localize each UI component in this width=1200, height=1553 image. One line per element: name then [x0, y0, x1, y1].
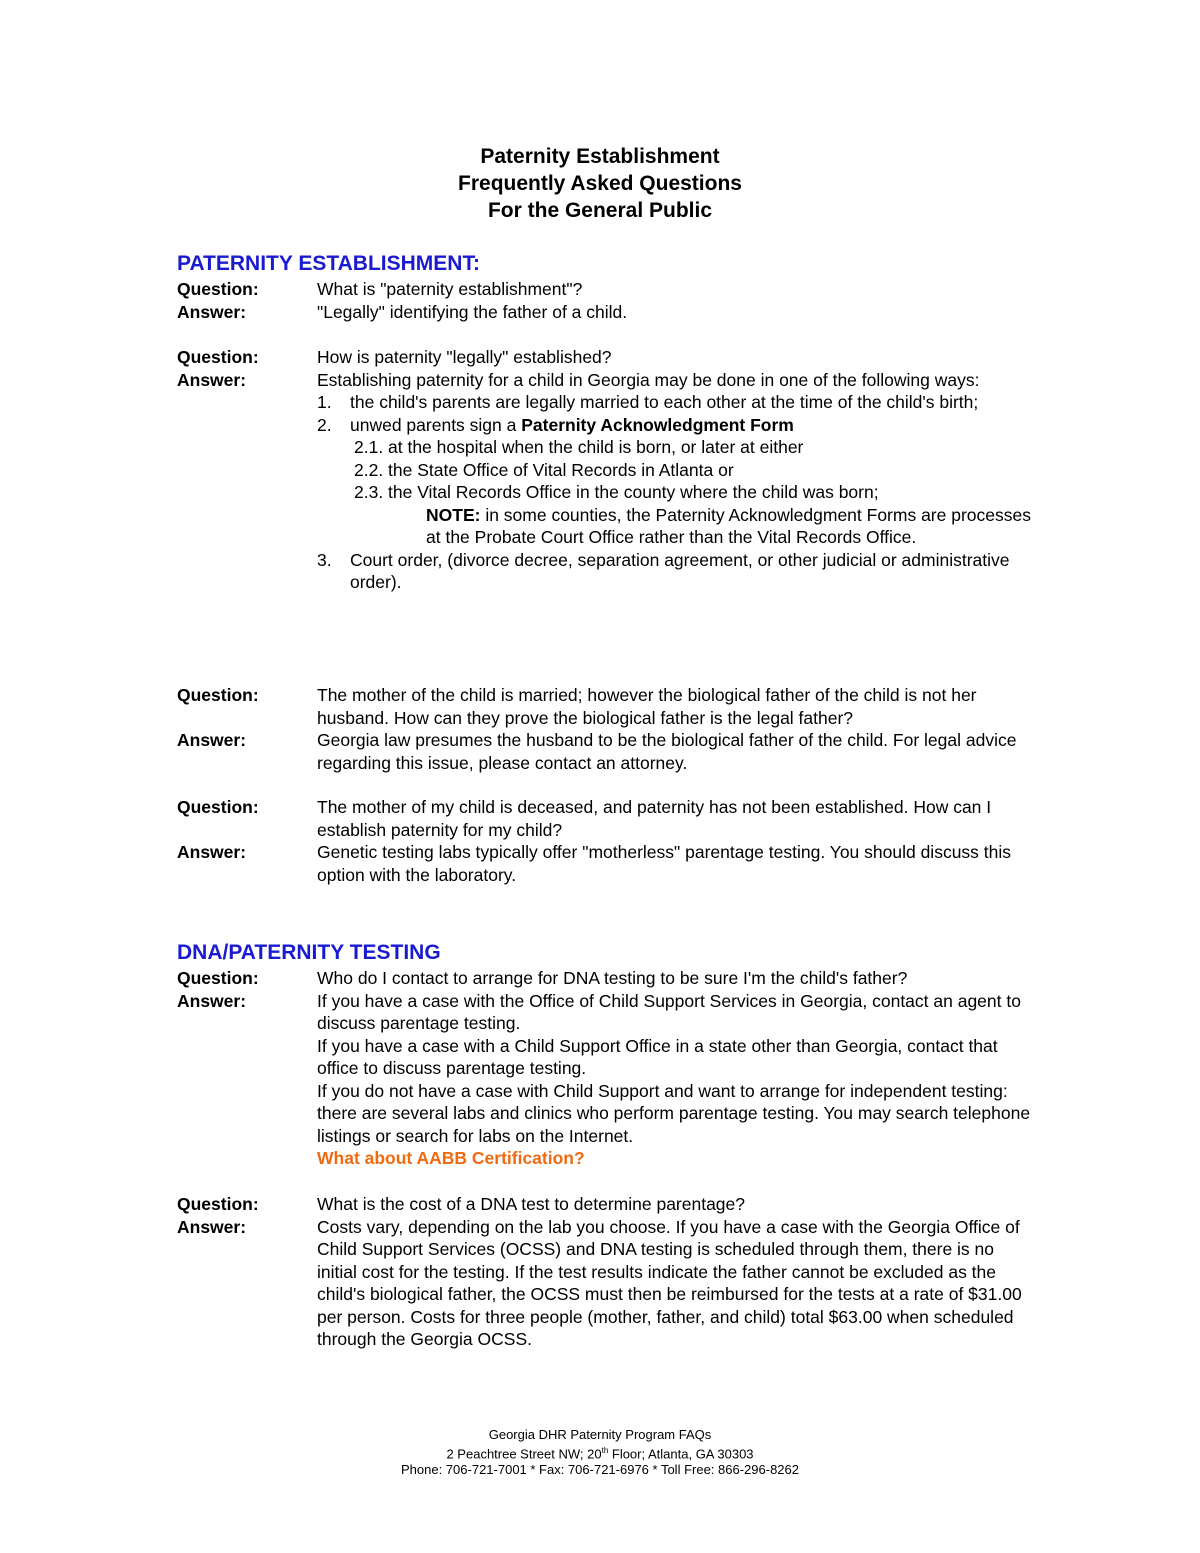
question-label: Question: — [177, 279, 259, 299]
list-item: 3. Court order, (divorce decree, separation agreement, or other judicial or administrative order). — [317, 549, 1010, 592]
sub-list-item: 2.2. the State Office of Vital Records in Atlanta or — [354, 459, 734, 480]
answer-paragraph: If you have a case with a Child Support Office in a state other than Georgia, contact that office to discuss parentage testing. — [317, 1035, 998, 1078]
answer-label: Answer: — [177, 842, 247, 862]
sub-list — [350, 436, 1037, 549]
question-label: Question: — [177, 347, 259, 367]
answer-label: Answer: — [177, 1216, 247, 1237]
title-line-3: For the General Public — [487, 199, 713, 222]
faq-item — [177, 684, 1037, 774]
answer-text: Genetic testing labs typically offer "motherless" parentage testing. You should discuss this option with the laboratory. — [317, 842, 1012, 885]
answer-label: Answer: — [177, 369, 247, 390]
answer-text: Costs vary, depending on the lab you choose. If you have a case with the Georgia Office of Child Support Services (OCSS) and DNA testing is scheduled through them, there is no initial cost for the testing. If the test results indicate the father cannot be excluded as the child's biological father, the OCSS must then be reimbursed for the tests at a rate of $31.00 per person. Costs for three people (mother, father, and child) total $63.00 when scheduled through the Georgia OCSS. — [317, 1216, 1022, 1349]
sub-list-item: 2.1. at the hospital when the child is born, or later at either — [354, 437, 804, 457]
footer-address: 2 Peachtree Street NW; 20th Floor; Atlanta, GA 30303 — [446, 1446, 754, 1462]
title-line-1: Paternity Establishment — [480, 145, 720, 168]
question-label: Question: — [177, 685, 259, 705]
question-label: Question: — [177, 1194, 259, 1214]
answer-label: Answer: — [177, 301, 247, 322]
paternity-methods-list — [317, 391, 1037, 594]
note: NOTE: in some counties, the Paternity Acknowledgment Forms are processes at the Probate Court Office rather than the Vital Records Office. — [426, 504, 1031, 547]
question-text: What is the cost of a DNA test to determine parentage? — [317, 1194, 746, 1214]
question-label: Question: — [177, 968, 259, 988]
aabb-certification-link[interactable]: What about AABB Certification? — [317, 1148, 585, 1168]
document-title — [0, 143, 1200, 224]
answer-text: "Legally" identifying the father of a child. — [317, 301, 628, 322]
question-text: The mother of the child is married; however the biological father of the child is not her husband. How can they prove the biological father is the legal father? — [317, 685, 977, 728]
answer-label: Answer: — [177, 730, 247, 750]
question-text: How is paternity "legally" established? — [317, 347, 612, 367]
question-text: The mother of my child is deceased, and paternity has not been established. How can I establish paternity for my child? — [317, 797, 992, 840]
answer-label: Answer: — [177, 990, 247, 1011]
question-text: What is "paternity establishment"? — [317, 279, 583, 299]
sub-list-item: 2.3. the Vital Records Office in the county where the child was born; NOTE: in some counties, the Paternity Acknowledgment Forms are processes at the Probate Court Office rather than the Vital Records Office. — [350, 481, 1037, 549]
faq-item — [177, 967, 1037, 1170]
footer-contact: Phone: 706-721-7001 * Fax: 706-721-6976 * Toll Free: 866-296-8262 — [401, 1462, 799, 1478]
answer-intro: Establishing paternity for a child in Georgia may be done in one of the following ways: — [317, 369, 980, 390]
footer-program: Georgia DHR Paternity Program FAQs — [488, 1427, 712, 1442]
page-footer — [0, 1427, 1200, 1478]
answer-text: Georgia law presumes the husband to be the biological father of the child. For legal advice regarding this issue, please contact an attorney. — [317, 730, 1017, 773]
faq-item — [177, 1193, 1037, 1351]
list-item: 2. unwed parents sign a Paternity Acknowledgment Form 2.1. at the hospital when the child is born, or later at either 2.2. the State Office of Vital Records in Atlanta or 2.3. the Vital Records Office in the county where the child was born; NOTE: in some counties, the Paternity Acknowledgment Forms are processes at the Probate Court Office rather than the Vital Records Office. — [317, 414, 1037, 549]
list-item: 1. the child's parents are legally married to each other at the time of the child's birth; — [317, 392, 979, 412]
title-line-2: Frequently Asked Questions — [458, 172, 742, 195]
section-heading-paternity: PATERNITY ESTABLISHMENT: — [177, 252, 480, 275]
faq-item — [177, 346, 1037, 594]
faq-item — [177, 278, 1037, 323]
form-name: Paternity Acknowledgment Form — [521, 414, 794, 435]
question-label: Question: — [177, 797, 259, 817]
faq-item — [177, 796, 1037, 886]
answer-paragraph: If you do not have a case with Child Support and want to arrange for independent testing: there are several labs and clinics who perform parentage testing. You may search telephone listings or search for labs on the Internet. — [317, 1080, 1031, 1146]
question-text: Who do I contact to arrange for DNA testing to be sure I'm the child's father? — [317, 968, 908, 988]
answer-paragraph: If you have a case with the Office of Child Support Services in Georgia, contact an agent to discuss parentage testing. — [317, 990, 1021, 1033]
section-heading-dna-testing: DNA/PATERNITY TESTING — [177, 941, 441, 964]
